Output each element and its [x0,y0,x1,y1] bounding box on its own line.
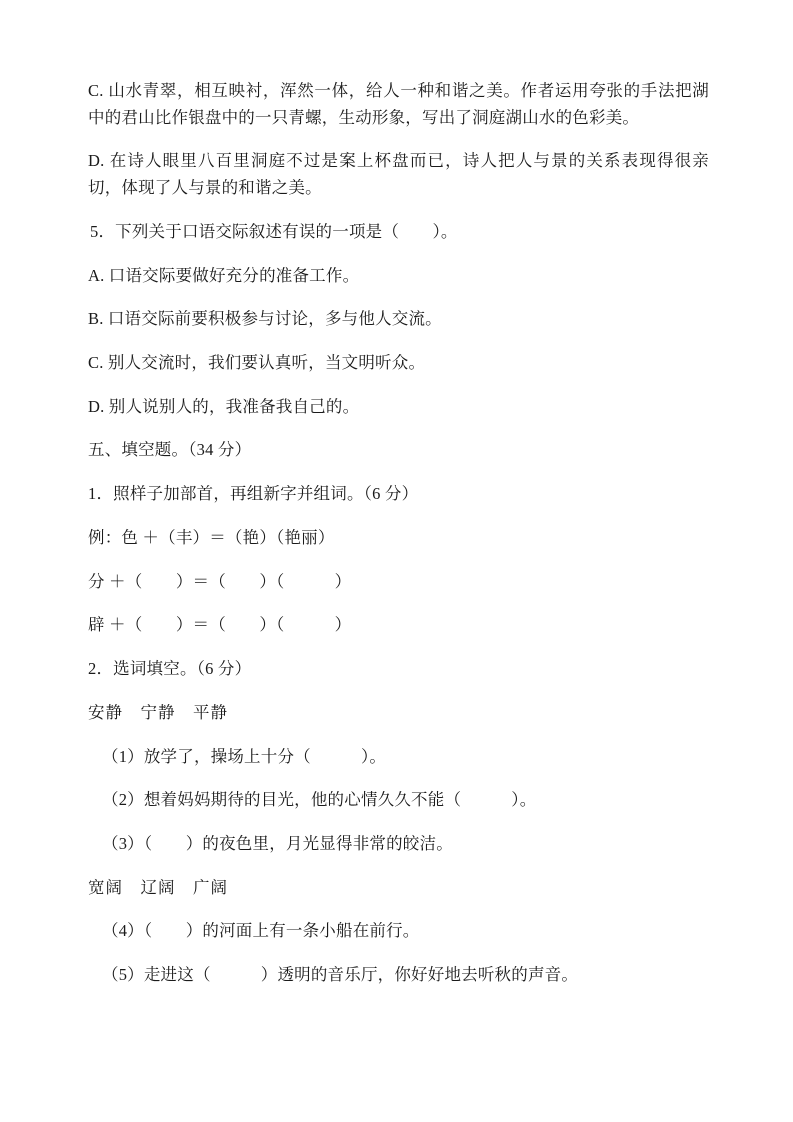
section5-question-2-wordbank-1: 安静 宁静 平静 [88,702,228,722]
option-d-question-4: D. 在诗人眼里八百里洞庭不过是案上杯盘而已，诗人把人与景的关系表现得很亲切，体现了人与景的和谐之美。 [88,151,709,198]
section5-question-1-item-2: 辟 ＋（ ）＝（ ）（ ） [88,615,352,635]
option-a-question-5: A. 口语交际要做好充分的准备工作。 [88,265,360,285]
option-b-question-5: B. 口语交际前要积极参与讨论，多与他人交流。 [88,309,442,329]
section5-question-2-item-3: （3）（ ）的夜色里，月光显得非常的皎洁。 [102,833,453,853]
section5-question-1-item-1: 分 ＋（ ）＝（ ）（ ） [88,571,352,591]
option-c-question-5: C. 别人交流时，我们要认真听，当文明听众。 [88,353,426,373]
option-d-question-5: D. 别人说别人的，我准备我自己的。 [88,396,360,416]
section5-question-2: 2．选词填空。（6 分） [88,659,252,679]
section5-question-2-item-1: （1）放学了，操场上十分（ ）。 [102,746,387,766]
section5-question-2-item-2: （2）想着妈妈期待的目光，他的心情久久不能（ ）。 [102,790,537,810]
section5-question-2-wordbank-2: 宽阔 辽阔 广阔 [88,877,228,897]
section5-question-2-item-4: （4）（ ）的河面上有一条小船在前行。 [102,921,420,941]
section5-question-1-example: 例：色 ＋（丰）＝（艳）（艳丽） [88,527,335,547]
section5-question-1: 1．照样子加部首，再组新字并组词。（6 分） [88,484,419,504]
section5-question-2-item-5: （5）走进这（ ）透明的音乐厅，你好好地去听秋的声音。 [102,965,579,985]
option-c-question-4: C. 山水青翠，相互映衬，浑然一体，给人一种和谐之美。作者运用夸张的手法把湖中的君山比作银盘中的一只青螺，生动形象，写出了洞庭湖山水的色彩美。 [88,81,709,127]
section-five-heading: 五、填空题。（34 分） [88,440,252,460]
question-5-stem: 5．下列关于口语交际叙述有误的一项是（ ）。 [90,221,458,241]
